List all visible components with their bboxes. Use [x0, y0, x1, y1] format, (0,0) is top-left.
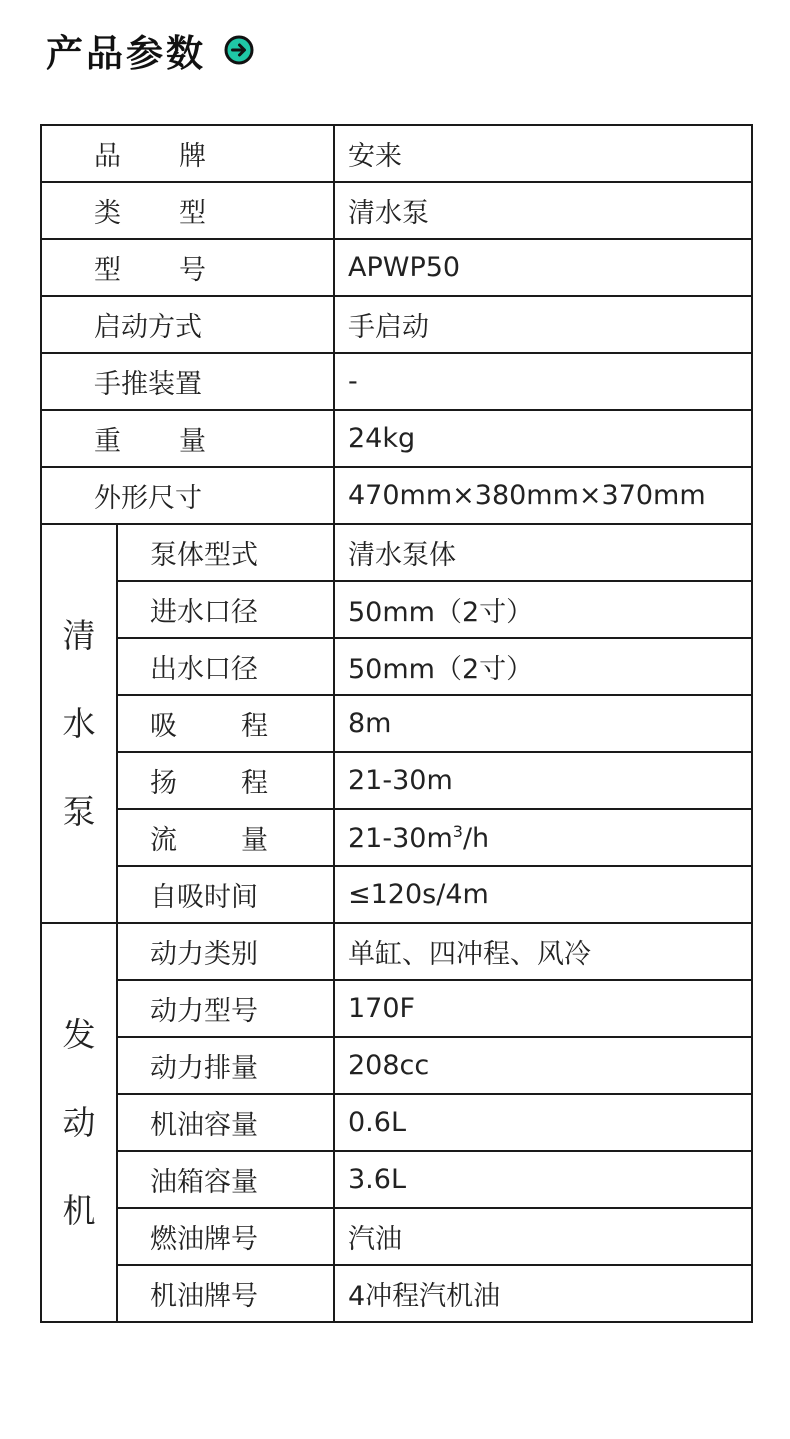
table-row	[41, 923, 752, 980]
value-main: 21-30m	[348, 822, 453, 854]
row-value: 清水泵体	[334, 524, 752, 581]
row-value: 21-30m	[334, 752, 752, 809]
table-row	[41, 524, 752, 581]
group-char: 泵	[62, 791, 96, 831]
label-char: 吸	[150, 711, 177, 742]
table-row	[41, 809, 752, 866]
section-header	[46, 22, 254, 78]
row-label	[117, 752, 334, 809]
row-value: 安来	[334, 125, 752, 182]
row-value: 208cc	[334, 1037, 752, 1094]
group-char: 机	[62, 1190, 96, 1230]
label-char: 重	[94, 426, 121, 457]
table-row	[41, 1151, 752, 1208]
row-label: 手推装置	[41, 353, 334, 410]
row-value: 手启动	[334, 296, 752, 353]
row-label	[41, 125, 334, 182]
row-value: 50mm（2寸）	[334, 638, 752, 695]
row-label: 油箱容量	[117, 1151, 334, 1208]
row-label: 外形尺寸	[41, 467, 334, 524]
table-row	[41, 1265, 752, 1322]
table-row	[41, 296, 752, 353]
row-value: 8m	[334, 695, 752, 752]
row-value: 3.6L	[334, 1151, 752, 1208]
row-value: 单缸、四冲程、风冷	[334, 923, 752, 980]
label-char: 类	[94, 198, 121, 229]
table-row	[41, 353, 752, 410]
label-char: 流	[150, 825, 177, 856]
row-label: 动力类别	[117, 923, 334, 980]
table-row	[41, 1208, 752, 1265]
row-label: 出水口径	[117, 638, 334, 695]
row-value: 50mm（2寸）	[334, 581, 752, 638]
value-superscript: 3	[452, 821, 463, 841]
row-label	[117, 695, 334, 752]
label-char: 量	[241, 825, 268, 856]
table-row	[41, 1037, 752, 1094]
label-char: 型	[94, 255, 121, 286]
row-label: 机油容量	[117, 1094, 334, 1151]
label-char: 扬	[150, 768, 177, 799]
group-label-pump	[41, 524, 117, 923]
table-row	[41, 125, 752, 182]
label-char: 程	[241, 768, 268, 799]
label-char: 程	[241, 711, 268, 742]
arrow-right-circle-icon[interactable]	[224, 35, 254, 65]
row-value: -	[334, 353, 752, 410]
table-row	[41, 980, 752, 1037]
group-char: 水	[62, 703, 96, 743]
row-label: 进水口径	[117, 581, 334, 638]
table-row	[41, 1094, 752, 1151]
row-value: ≤120s/4m	[334, 866, 752, 923]
group-label-engine	[41, 923, 117, 1322]
row-label: 启动方式	[41, 296, 334, 353]
row-label: 动力型号	[117, 980, 334, 1037]
row-label: 燃油牌号	[117, 1208, 334, 1265]
table-row	[41, 410, 752, 467]
table-row	[41, 182, 752, 239]
table-row	[41, 467, 752, 524]
label-char: 号	[179, 255, 206, 286]
page-title: 产品参数	[46, 32, 206, 75]
row-value: 24kg	[334, 410, 752, 467]
row-value: 470mm×380mm×370mm	[334, 467, 752, 524]
row-label: 自吸时间	[117, 866, 334, 923]
table-row	[41, 695, 752, 752]
row-value: 4冲程汽机油	[334, 1265, 752, 1322]
value-suffix: /h	[462, 822, 490, 854]
label-char: 牌	[179, 141, 206, 172]
label-char: 量	[179, 426, 206, 457]
row-label: 泵体型式	[117, 524, 334, 581]
row-value: 清水泵	[334, 182, 752, 239]
row-value: 170F	[334, 980, 752, 1037]
group-char: 清	[62, 615, 96, 655]
row-label	[41, 239, 334, 296]
row-value: 汽油	[334, 1208, 752, 1265]
row-value: APWP50	[334, 239, 752, 296]
label-char: 型	[179, 198, 206, 229]
group-char: 动	[62, 1102, 96, 1142]
table-row	[41, 638, 752, 695]
row-value	[334, 809, 752, 866]
table-row	[41, 239, 752, 296]
row-label: 动力排量	[117, 1037, 334, 1094]
row-label	[41, 410, 334, 467]
table-row	[41, 866, 752, 923]
table-row	[41, 752, 752, 809]
label-char: 品	[94, 141, 121, 172]
row-label: 机油牌号	[117, 1265, 334, 1322]
row-label	[117, 809, 334, 866]
spec-table	[40, 124, 753, 1323]
group-char: 发	[62, 1014, 96, 1054]
row-value: 0.6L	[334, 1094, 752, 1151]
row-label	[41, 182, 334, 239]
table-row	[41, 581, 752, 638]
